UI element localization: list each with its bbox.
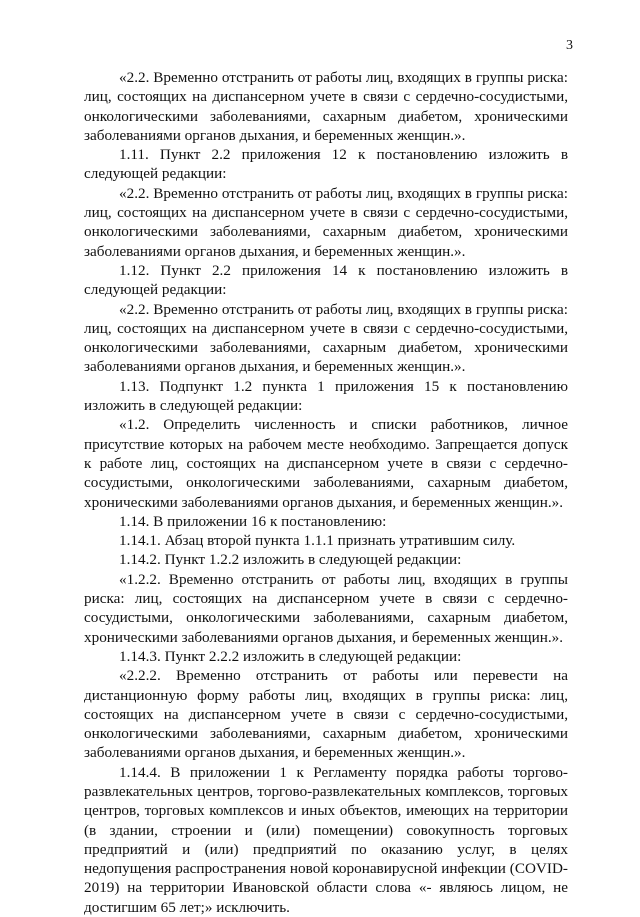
- paragraph-1-13: 1.13. Подпункт 1.2 пункта 1 приложения 15 к постановлению изложить в следующей редакции:: [84, 377, 568, 415]
- paragraph-quote-1-2: «1.2. Определить численность и списки работников, личное присутствие которых на рабочем месте необходимо. Запрещается допуск к работе лиц, состоящих на диспансерном учете в связи с сердечно-сосудистыми, онкологическими заболеваниями, сахарным диабетом, хроническими заболеваниями органов дыхания, и беременных женщин.».: [84, 416, 568, 511]
- paragraph-1-14-4: 1.14.4. В приложении 1 к Регламенту порядка работы торгово-развлекательных центров, торгово-развлекательных комплексов, торговых центров, торговых комплексов и иных объектов, имеющих на территории (в здании, строении и (или) помещении) совокупность торговых предприятий и (или) предприятий по оказанию услуг, в целях недопущения распространения новой коронавирусной инфекции (COVID-2019) на территории Ивановской области слова «- являюсь лицом, не достигшим 65 лет;» исключить.: [84, 763, 568, 916]
- paragraph-quote-1-2-2: «1.2.2. Временно отстранить от работы лиц, входящих в группы риска: лиц, состоящих на диспансерном учете в связи с сердечно-сосудистыми, онкологическими заболеваниями, сахарным диабетом, хроническими заболеваниями органов дыхания, и беременных женщин.».: [84, 570, 568, 646]
- paragraph-quote-2-2: «2.2. Временно отстранить от работы лиц, входящих в группы риска: лиц, состоящих на диспансерном учете в связи с сердечно-сосудистыми, онкологическими заболеваниями, сахарным диабетом, хроническими заболеваниями органов дыхания, и беременных женщин.».: [84, 69, 568, 144]
- paragraph-1-11: 1.11. Пункт 2.2 приложения 12 к постановлению изложить в следующей редакции:: [84, 146, 568, 183]
- paragraph-quote-2-2-2: «2.2.2. Временно отстранить от работы или перевести на дистанционную форму работы лиц, входящих в группы риска: лиц, состоящих на диспансерном учете в связи с сердечно-сосудистыми, онкологическими заболеваниями, сахарным диабетом, хроническими заболеваниями органов дыхания, и беременных женщин.».: [84, 667, 568, 762]
- paragraph-1-14-1: 1.14.1. Абзац второй пункта 1.1.1 признать утратившим силу.: [119, 532, 516, 550]
- paragraph-1-14-2: 1.14.2. Пункт 1.2.2 изложить в следующей редакции:: [119, 551, 462, 569]
- page-number: 3: [566, 38, 573, 53]
- paragraph-quote-2-2: «2.2. Временно отстранить от работы лиц, входящих в группы риска: лиц, состоящих на диспансерном учете в связи с сердечно-сосудистыми, онкологическими заболеваниями, сахарным диабетом, хроническими заболеваниями органов дыхания, и беременных женщин.».: [84, 184, 568, 260]
- paragraph-1-14-3: 1.14.3. Пункт 2.2.2 изложить в следующей редакции:: [119, 647, 462, 665]
- paragraph-quote-2-2: «2.2. Временно отстранить от работы лиц, входящих в группы риска: лиц, состоящих на диспансерном учете в связи с сердечно-сосудистыми, онкологическими заболеваниями, сахарным диабетом, хроническими заболеваниями органов дыхания, и беременных женщин.».: [84, 300, 568, 376]
- paragraph-1-12: 1.12. Пункт 2.2 приложения 14 к постановлению изложить в следующей редакции:: [84, 261, 568, 299]
- document-body: [84, 68, 568, 917]
- paragraph-1-14: 1.14. В приложении 16 к постановлению:: [119, 512, 387, 530]
